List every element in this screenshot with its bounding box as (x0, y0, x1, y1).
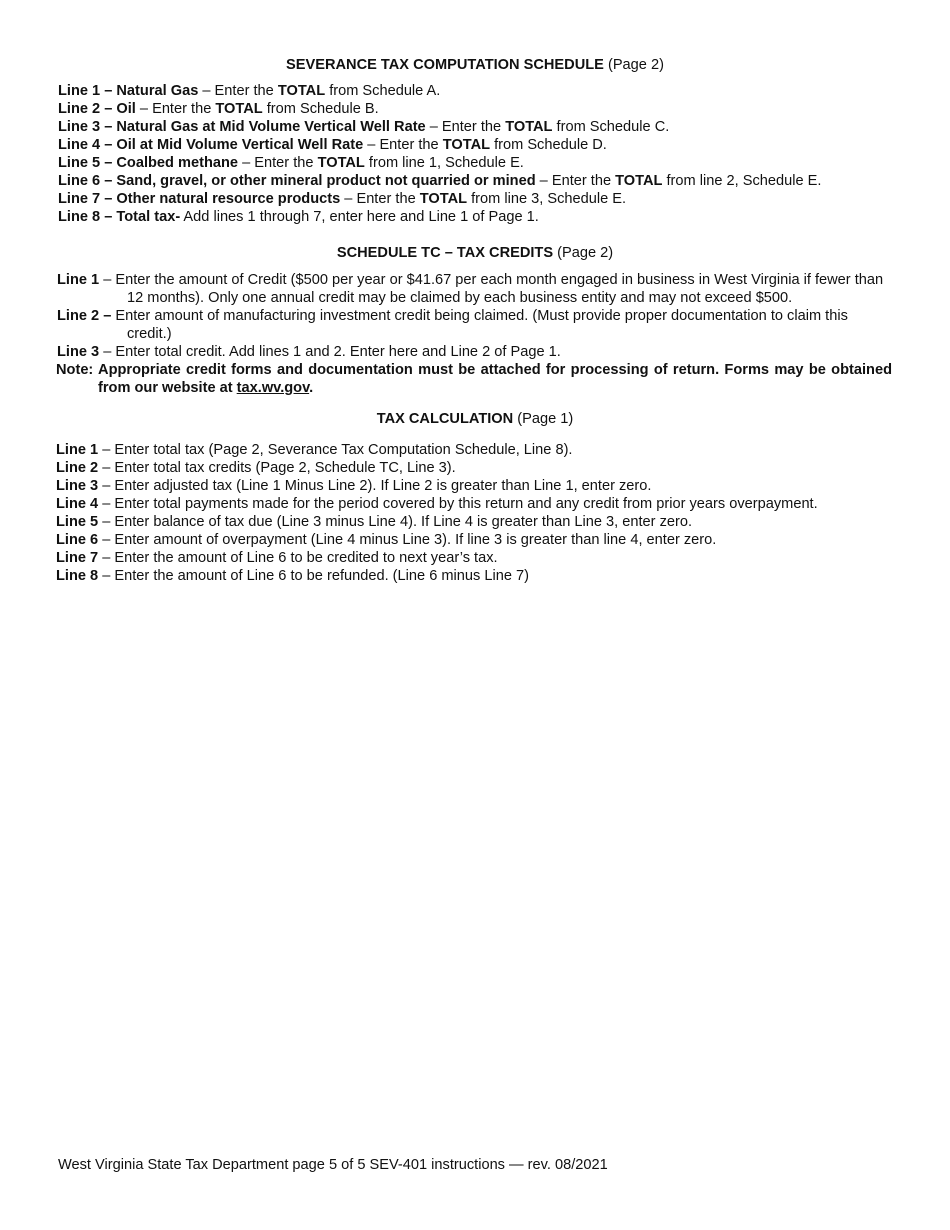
page-footer: West Virginia State Tax Department page 5 of 5 SEV-401 instructions — rev. 08/2021 (58, 1157, 608, 1173)
severance-heading-page: (Page 2) (607, 57, 664, 73)
calculation-line: Line 6 – Enter amount of overpayment (Line 4 minus Line 3). If line 3 is greater than line 4, enter zero. (56, 532, 717, 548)
severance-lines (58, 82, 898, 226)
calculation-line: Line 7 – Enter the amount of Line 6 to be credited to next year’s tax. (56, 550, 498, 566)
severance-line: Line 1 – Natural Gas – Enter the TOTAL from Schedule A. (58, 83, 441, 99)
severance-line: Line 4 – Oil at Mid Volume Vertical Well Rate – Enter the TOTAL from Schedule D. (58, 137, 607, 153)
severance-line: Line 2 – Oil – Enter the TOTAL from Schedule B. (58, 101, 379, 117)
calculation-heading (0, 410, 950, 428)
severance-line: Line 8 – Total tax- Add lines 1 through 7, enter here and Line 1 of Page 1. (58, 209, 539, 225)
severance-line: Line 5 – Coalbed methane – Enter the TOTAL from line 1, Schedule E. (58, 155, 524, 171)
calculation-line: Line 8 – Enter the amount of Line 6 to be refunded. (Line 6 minus Line 7) (56, 568, 529, 584)
severance-heading-title: SEVERANCE TAX COMPUTATION SCHEDULE (286, 57, 604, 73)
credit-line-1: Line 1 – Enter the amount of Credit ($500 per year or $41.67 per each month engaged in business in West Virginia if fewer than 12 months). Only one annual credit may be claimed by each business entity and may not exceed $500. (57, 272, 884, 306)
credits-heading-title: SCHEDULE TC – TAX CREDITS (336, 245, 554, 261)
calculation-lines (56, 441, 896, 585)
calculation-line: Line 4 – Enter total payments made for the period covered by this return and any credit from prior years overpayment. (56, 496, 818, 512)
calculation-line: Line 1 – Enter total tax (Page 2, Severance Tax Computation Schedule, Line 8). (56, 442, 573, 458)
credit-line-3: Line 3 – Enter total credit. Add lines 1 and 2. Enter here and Line 2 of Page 1. (57, 344, 561, 360)
calculation-line: Line 2 – Enter total tax credits (Page 2, Schedule TC, Line 3). (56, 460, 456, 476)
credits-note: Note: Appropriate credit forms and documentation must be attached for processing of return. Forms may be obtained from our website at tax.wv.gov. (56, 362, 892, 396)
calculation-line: Line 3 – Enter adjusted tax (Line 1 Minus Line 2). If Line 2 is greater than Line 1, enter zero. (56, 478, 652, 494)
credits-heading-page: (Page 2) (557, 245, 614, 261)
credits-heading (0, 244, 950, 262)
severance-line: Line 3 – Natural Gas at Mid Volume Vertical Well Rate – Enter the TOTAL from Schedule C. (58, 119, 670, 135)
credit-line-2: Line 2 – Enter amount of manufacturing investment credit being claimed. (Must provide proper documentation to claim this credit.) (57, 308, 848, 342)
calculation-line: Line 5 – Enter balance of tax due (Line 3 minus Line 4). If Line 4 is greater than Line 3, enter zero. (56, 514, 693, 530)
calculation-heading-page: (Page 1) (517, 411, 574, 427)
severance-line: Line 7 – Other natural resource products – Enter the TOTAL from line 3, Schedule E. (58, 191, 627, 207)
calculation-heading-title: TAX CALCULATION (376, 411, 514, 427)
credits-lines (57, 271, 893, 397)
severance-line: Line 6 – Sand, gravel, or other mineral product not quarried or mined – Enter the TOTAL from line 2, Schedule E. (58, 173, 822, 189)
severance-heading (0, 56, 950, 74)
website-link[interactable]: tax.wv.gov (236, 380, 310, 396)
